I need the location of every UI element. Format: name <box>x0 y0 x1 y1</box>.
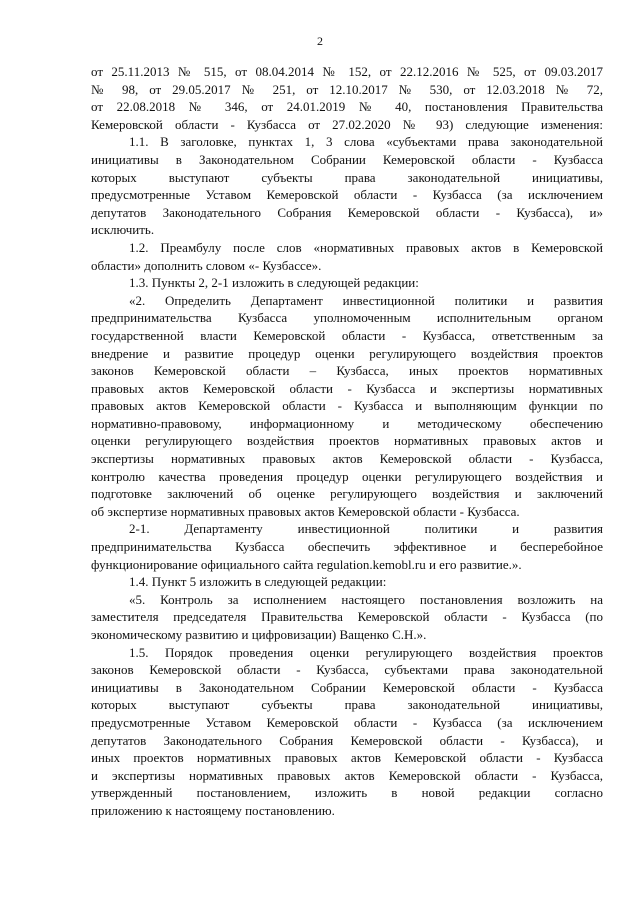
text-line: которых выступают субъекты права законодательной инициативы, <box>91 697 603 713</box>
text-line: предусмотренные Уставом Кемеровской области - Кузбасса (за исключением <box>91 714 603 730</box>
text-line: об экспертизе нормативных правовых актов Кемеровской области - Кузбасса. <box>91 503 520 519</box>
text-line: депутатов Законодательного Собрания Кемеровской области - Кузбасса), и» <box>91 204 603 220</box>
text-line: 1.5. Порядок проведения оценки регулирующего воздействия проектов <box>129 644 603 660</box>
text-line: которых выступают субъекты права законодательной инициативы, <box>91 169 603 185</box>
text-line: экономическому развитию и цифровизации) Ващенко С.Н.». <box>91 627 427 642</box>
text-line: «2. Определить Департамент инвестиционной политики и развития <box>129 292 603 308</box>
text-line: контролю качества проведения процедур оценки регулирующего воздействия и <box>91 468 603 484</box>
text-line: предпринимательства Кузбасса обеспечить эффективное и бесперебойное <box>91 539 603 555</box>
text-line: заместителя председателя Правительства Кемеровской области - Кузбасса (по <box>91 609 603 625</box>
text-line: внедрение и развитие процедур оценки регулирующего воздействия проектов <box>91 345 603 361</box>
text-line: инициативы в Законодательном Собрании Кемеровской области - Кузбасса <box>91 679 603 695</box>
text-line: государственной власти Кемеровской области - Кузбасса, ответственным за <box>91 327 603 343</box>
document-body <box>91 63 603 820</box>
text-line: исключить. <box>91 222 155 238</box>
text-line: оценки регулирующего воздействия проектов нормативных правовых актов и <box>91 433 603 449</box>
text-line: законов Кемеровской области – Кузбасса, иных проектов нормативных <box>91 363 603 379</box>
text-line: 1.1. В заголовке, пунктах 1, 3 слова «субъектами права законодательной <box>129 134 603 150</box>
text-line: № 98, от 29.05.2017 № 251, от 12.10.2017 № 530, от 12.03.2018 № 72, <box>91 81 603 97</box>
text-line: и экспертизы нормативных правовых актов Кемеровской области - Кузбасса, <box>91 767 603 783</box>
text-line: депутатов Законодательного Собрания Кемеровской области - Кузбасса), и <box>91 732 603 748</box>
text-line: от 25.11.2013 № 515, от 08.04.2014 № 152, от 22.12.2016 № 525, от 09.03.2017 <box>91 64 603 79</box>
text-line: 2-1. Департаменту инвестиционной политики и развития <box>129 521 603 537</box>
text-line: 1.4. Пункт 5 изложить в следующей редакции: <box>129 574 387 590</box>
page-number: 2 <box>317 34 323 48</box>
text-line: нормативно-правовому, информационному и методическому обеспечению <box>91 415 603 431</box>
text-line: от 22.08.2018 № 346, от 24.01.2019 № 40, постановления Правительства <box>91 99 603 115</box>
text-line: предпринимательства Кузбасса уполномоченным исполнительным органом <box>91 310 603 326</box>
text-line: функционирование официального сайта regulation.kemobl.ru и его развитие.». <box>91 556 522 572</box>
text-line: предусмотренные Уставом Кемеровской области - Кузбасса (за исключением <box>91 187 603 203</box>
text-line: подготовке заключений об оценке регулирующего воздействия и заключений <box>91 486 603 502</box>
text-line: 1.3. Пункты 2, 2-1 изложить в следующей редакции: <box>129 275 419 291</box>
text-line: правовых актов Кемеровской области - Кузбасса и экспертизы нормативных <box>91 380 603 396</box>
text-line: экспертизы нормативных правовых актов Кемеровской области - Кузбасса, <box>91 451 603 467</box>
text-line: Кемеровской области - Кузбасса от 27.02.2020 № 93) следующие изменения: <box>91 116 603 132</box>
text-line: утвержденный постановлением, изложить в новой редакции согласно <box>91 785 603 801</box>
text-line: области» дополнить словом «- Кузбассе». <box>91 257 322 273</box>
text-line: приложению к настоящему постановлению. <box>91 802 335 818</box>
text-line: законов Кемеровской области - Кузбасса, субъектами права законодательной <box>91 662 603 678</box>
text-line: 1.2. Преамбулу после слов «нормативных правовых актов в Кемеровской <box>129 239 603 255</box>
text-line: инициативы в Законодательном Собрании Кемеровской области - Кузбасса <box>91 151 603 167</box>
text-line: «5. Контроль за исполнением настоящего постановления возложить на <box>129 591 603 607</box>
text-line: иных проектов нормативных правовых актов Кемеровской области - Кузбасса <box>91 750 603 766</box>
text-line: правовых актов Кемеровской области - Кузбасса и выполняющим функции по <box>91 398 603 414</box>
